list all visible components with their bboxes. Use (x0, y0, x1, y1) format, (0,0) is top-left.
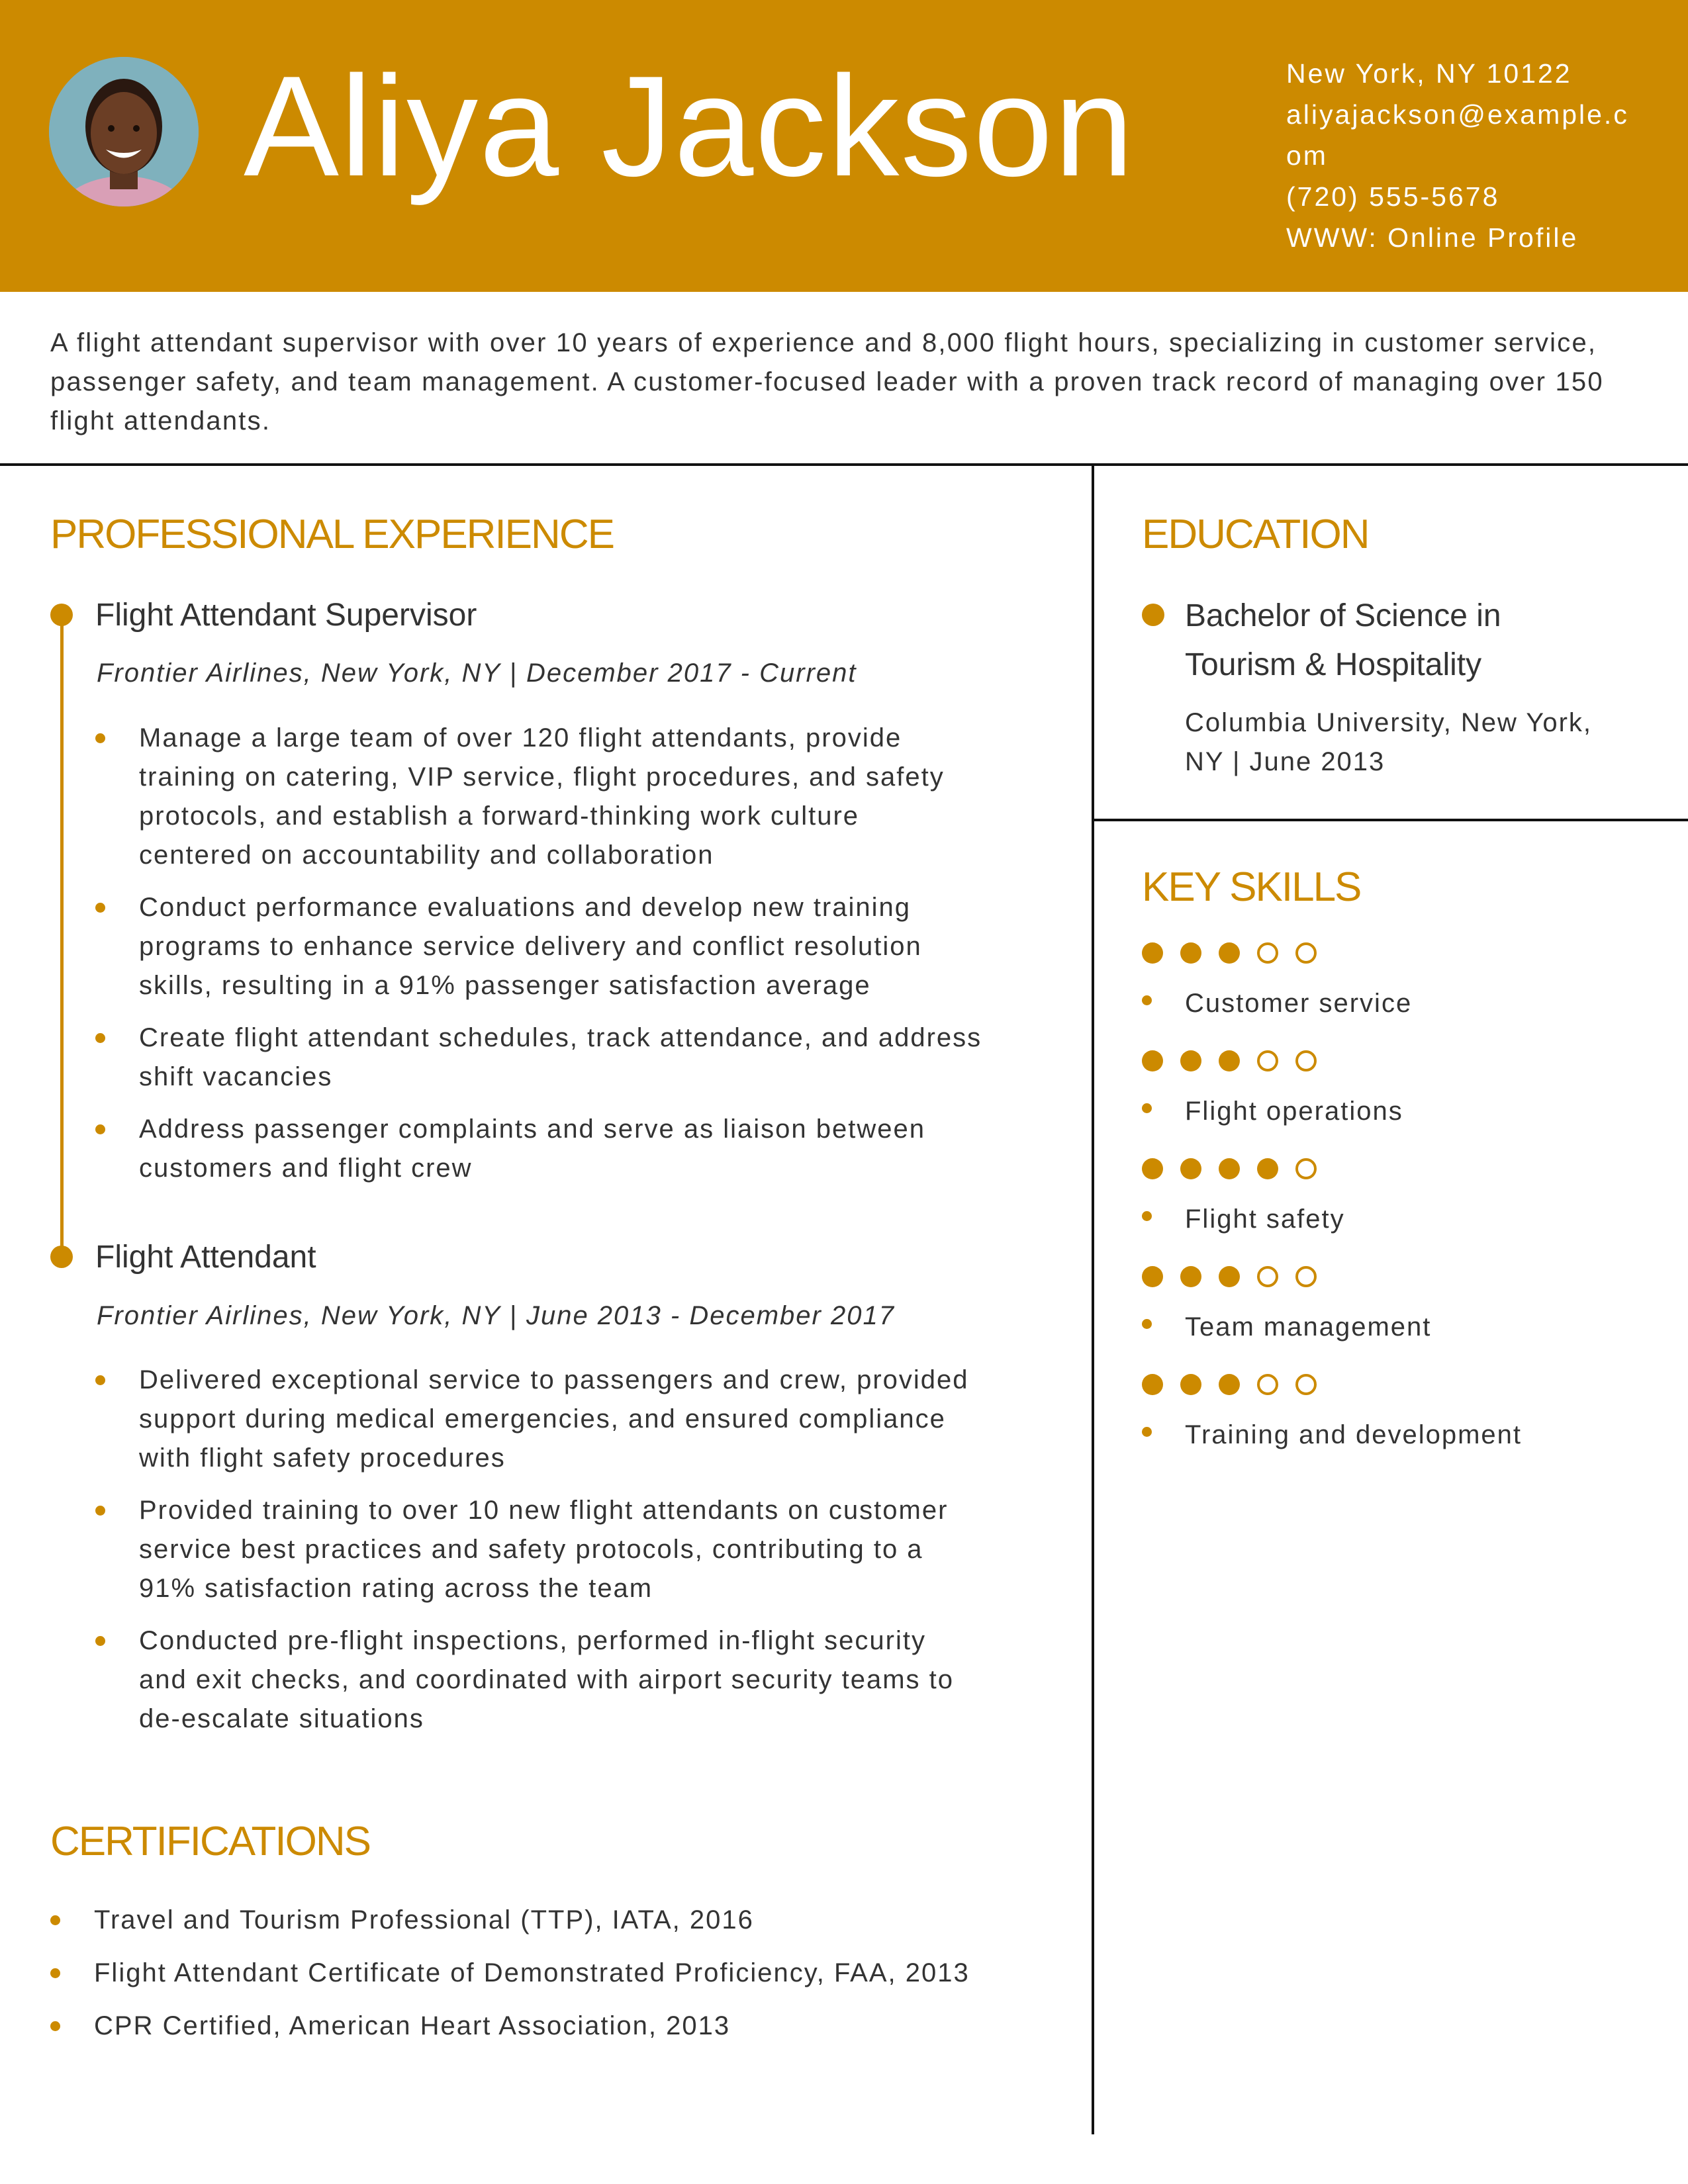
skill-rating (1142, 1374, 1334, 1395)
job-1-meta: Frontier Airlines, New York, NY | December 2017 - Current (97, 659, 857, 688)
bullet-dot-icon (95, 733, 105, 743)
profile-photo (49, 57, 199, 206)
contact-email-line1[interactable]: aliyajackson@example.c (1286, 99, 1629, 130)
education-school-line1: Columbia University, New York, (1185, 708, 1593, 737)
certifications-section-title: CERTIFICATIONS (50, 1819, 370, 1864)
rating-dot-empty-icon (1257, 942, 1278, 964)
education-school-line2: NY | June 2013 (1185, 747, 1385, 776)
job-1-bullets (95, 719, 1075, 1201)
skill-rating (1142, 1158, 1334, 1179)
bullet-dot-icon (95, 903, 105, 913)
bullet-line: shift vacancies (139, 1062, 333, 1091)
bullet-dot-icon (95, 1124, 105, 1134)
certification-text: Travel and Tourism Professional (TTP), IATA, 2016 (94, 1905, 754, 1934)
bullet-dot-icon (95, 1375, 105, 1385)
bullet-dot-icon (1142, 1319, 1152, 1329)
job-2-bullets (95, 1361, 1075, 1752)
bullet-dot-icon (50, 2021, 60, 2031)
bullet-line: Create flight attendant schedules, track attendance, and address (139, 1023, 982, 1052)
job-2-bullet (95, 1361, 1075, 1478)
bullet-dot-icon (1142, 1211, 1152, 1221)
certification-text: Flight Attendant Certificate of Demonstrated Proficiency, FAA, 2013 (94, 1958, 970, 1987)
candidate-name: Aliya Jackson (244, 46, 1135, 206)
contact-email-line2[interactable]: om (1286, 140, 1328, 171)
skill-rating (1142, 942, 1334, 964)
bullet-line: 91% satisfaction rating across the team (139, 1574, 653, 1603)
bullet-line: programs to enhance service delivery and conflict resolution (139, 932, 922, 961)
bullet-line: de-escalate situations (139, 1704, 424, 1733)
skill-name: Team management (1185, 1312, 1432, 1342)
rating-dot-filled-icon (1180, 1266, 1201, 1287)
rating-dot-filled-icon (1219, 1158, 1240, 1179)
bullet-line: Conduct performance evaluations and develop new training (139, 893, 912, 922)
header-banner (0, 0, 1688, 292)
skill-name: Training and development (1185, 1420, 1523, 1449)
bullet-dot-icon (1142, 1103, 1152, 1113)
job-1-title: Flight Attendant Supervisor (95, 598, 477, 633)
certification-item (50, 1901, 1083, 1940)
education-section-title: EDUCATION (1142, 512, 1369, 557)
contact-website-link[interactable]: WWW: Online Profile (1286, 222, 1579, 253)
avatar (49, 57, 199, 206)
rating-dot-empty-icon (1257, 1050, 1278, 1071)
rating-dot-filled-icon (1142, 1266, 1163, 1287)
contact-phone: (720) 555-5678 (1286, 181, 1500, 212)
rating-dot-filled-icon (1219, 1050, 1240, 1071)
bullet-line: Conducted pre-flight inspections, performed in-flight security (139, 1626, 926, 1655)
experience-section-title: PROFESSIONAL EXPERIENCE (50, 512, 614, 557)
rating-dot-filled-icon (1142, 1374, 1163, 1395)
certification-text: CPR Certified, American Heart Association, 2013 (94, 2011, 731, 2040)
skill-name: Flight operations (1185, 1097, 1403, 1126)
rating-dot-empty-icon (1295, 942, 1317, 964)
certification-item (50, 2007, 1083, 2046)
rating-dot-empty-icon (1257, 1266, 1278, 1287)
bullet-line: skills, resulting in a 91% passenger satisfaction average (139, 971, 871, 1000)
rating-dot-filled-icon (1142, 1158, 1163, 1179)
bullet-dot-icon (95, 1636, 105, 1646)
job-2-bullet (95, 1491, 1075, 1608)
rating-dot-filled-icon (1219, 1266, 1240, 1287)
bullet-dot-icon (50, 1968, 60, 1978)
column-divider (1092, 463, 1094, 2134)
bullet-dot-icon (95, 1033, 105, 1043)
job-2-marker (50, 1246, 73, 1268)
bullet-dot-icon (95, 1506, 105, 1516)
education-degree-line2: Tourism & Hospitality (1185, 647, 1482, 682)
skills-section-title: KEY SKILLS (1142, 864, 1361, 910)
job-1-bullet (95, 719, 1075, 875)
certification-item (50, 1954, 1083, 1993)
rating-dot-filled-icon (1142, 1050, 1163, 1071)
rating-dot-filled-icon (1142, 942, 1163, 964)
bullet-line: centered on accountability and collaboration (139, 841, 714, 870)
summary-divider (0, 463, 1688, 466)
bullet-dot-icon (50, 1915, 60, 1925)
skill-rating (1142, 1050, 1334, 1071)
job-2-title: Flight Attendant (95, 1240, 316, 1275)
education-degree-line1: Bachelor of Science in (1185, 598, 1501, 633)
bullet-line: and exit checks, and coordinated with airport security teams to (139, 1665, 954, 1694)
bullet-dot-icon (1142, 1427, 1152, 1437)
bullet-line: support during medical emergencies, and ensured compliance (139, 1404, 946, 1433)
education-divider (1093, 819, 1688, 821)
job-2-meta: Frontier Airlines, New York, NY | June 2013 - December 2017 (97, 1301, 895, 1330)
rating-dot-empty-icon (1295, 1050, 1317, 1071)
bullet-line: customers and flight crew (139, 1154, 473, 1183)
job-2-bullet (95, 1621, 1075, 1739)
rating-dot-filled-icon (1257, 1158, 1278, 1179)
bullet-line: Provided training to over 10 new flight attendants on customer (139, 1496, 949, 1525)
rating-dot-empty-icon (1295, 1266, 1317, 1287)
bullet-line: service best practices and safety protocols, contributing to a (139, 1535, 923, 1564)
rating-dot-filled-icon (1180, 1050, 1201, 1071)
job-1-bullet (95, 1019, 1075, 1097)
rating-dot-filled-icon (1180, 942, 1201, 964)
rating-dot-filled-icon (1180, 1158, 1201, 1179)
bullet-dot-icon (1142, 995, 1152, 1005)
contact-location: New York, NY 10122 (1286, 58, 1572, 89)
education-marker (1142, 604, 1164, 626)
rating-dot-filled-icon (1180, 1374, 1201, 1395)
job-1-bullet (95, 1110, 1075, 1188)
job-1-bullet (95, 888, 1075, 1005)
contact-block (1286, 53, 1664, 258)
rating-dot-filled-icon (1219, 942, 1240, 964)
experience-timeline (60, 615, 64, 1257)
skill-rating (1142, 1266, 1334, 1287)
professional-summary: A flight attendant supervisor with over 10 years of experience and 8,000 flight hours, specializing in customer service, passenger safety, and team management. A customer-focused leader with a proven track record of managing over 150 flight attendants. (50, 328, 1604, 435)
bullet-line: training on catering, VIP service, flight procedures, and safety (139, 762, 945, 792)
certifications-list (50, 1901, 1083, 2060)
skill-name: Customer service (1185, 989, 1413, 1018)
bullet-line: with flight safety procedures (139, 1443, 506, 1473)
rating-dot-empty-icon (1295, 1158, 1317, 1179)
job-1-marker (50, 604, 73, 626)
bullet-line: Address passenger complaints and serve as liaison between (139, 1115, 925, 1144)
skill-name: Flight safety (1185, 1205, 1345, 1234)
bullet-line: Delivered exceptional service to passengers and crew, provided (139, 1365, 969, 1394)
rating-dot-filled-icon (1219, 1374, 1240, 1395)
rating-dot-empty-icon (1257, 1374, 1278, 1395)
bullet-line: Manage a large team of over 120 flight attendants, provide (139, 723, 902, 752)
rating-dot-empty-icon (1295, 1374, 1317, 1395)
bullet-line: protocols, and establish a forward-thinking work culture (139, 801, 860, 831)
